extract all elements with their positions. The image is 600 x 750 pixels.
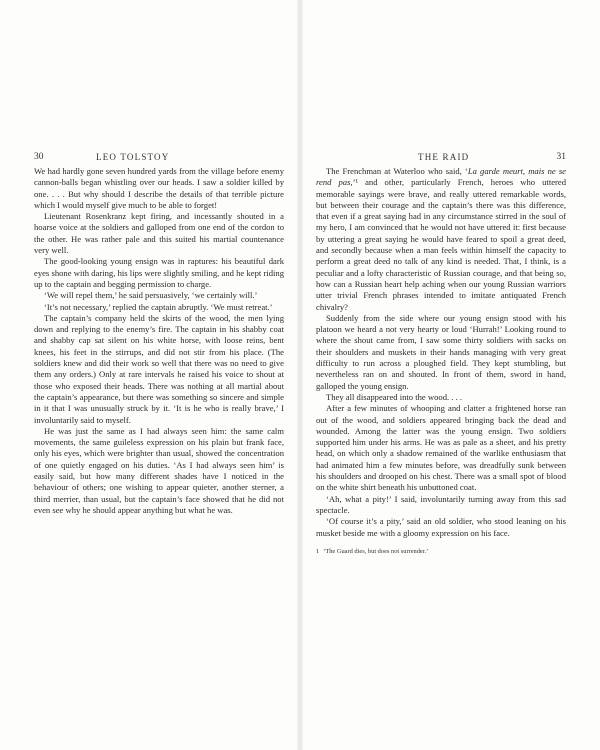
paragraph: ‘We will repel them,’ he said persuasively, ‘we certainly will.’: [44, 290, 258, 301]
paragraph: We had hardly gone seven hundred yards from the village before enemy cannon-balls began whistling over our heads. I saw a soldier killed by one. . . . But why should I describe the details of that terrible picture which I would myself give much to be able to forget!: [34, 166, 284, 210]
paragraph: ‘It’s not necessary,’ replied the captain abruptly. ‘We must retreat.’: [44, 301, 273, 312]
book-gutter: [297, 0, 303, 750]
paragraph-text: ,’¹ and other, particularly French, heroes who uttered memorable sayings were brave, and really uttered remarkable words, but between their courage and the captain’s there was this difference, that even if a great saying had in any circumstance stirred in the soul of my hero, I am convinced that he would not have uttered it: first because by uttering a great saying he would have feared to spoil a great deed, and secondly because when a man feels within himself the capacity to perform a great deed no talk of any kind is needed. That, I think, is a peculiar and a lofty characteristic of Russian courage, and that being so, how can a Russian heart help aching when our young Russian warriors utter trivial French phrases intended to imitate antiquated French chivalry?: [316, 177, 566, 312]
paragraph: Lieutenant Rosenkranz kept firing, and incessantly shouted in a hoarse voice at the soldiers and galloped from one end of the cordon to the other. He was rather pale and this suited his martial countenance very well.: [34, 211, 284, 256]
right-body-text: [316, 166, 566, 556]
running-head-title: LEO TOLSTOY: [96, 152, 170, 162]
left-body-text: [34, 166, 284, 516]
paragraph: He was just the same as I had always seen him: the same calm movements, the same guileless expression on his plain but frank face, only his eyes, which were brighter than usual, showed the concentration of one quietly engaged on his duties. ‘As I had always seen him’ is easily said, but how many different shades have I noticed in the behaviour of others; one wishing to appear quieter, another sterner, a third merrier, than usual, but the captain’s face showed that he did not even see why he should appear anything but what he was.: [34, 425, 284, 515]
paragraph: ‘Of course it’s a pity,’ said an old soldier, who stood leaning on his musket beside me with a gloomy expression on his face.: [316, 516, 566, 538]
paragraph: They all disappeared into the wood. . . .: [326, 391, 463, 402]
french-quote: La garde meurt, mais ne se rend pas: [316, 166, 566, 188]
paragraph-text: The Frenchman at Waterloo who said, ‘: [326, 166, 468, 176]
paragraph: After a few minutes of whooping and clatter a frightened horse ran out of the wood, and soldiers appeared bringing back the dead and wounded. Among the latter was the young ensign. Two soldiers supported him under his arms. He was as pale as a sheet, and his pretty head, on which only a shadow remained of the warlike enthusiasm that had animated him a few minutes before, was dreadfully sunk between his shoulders and drooped on his chest. There was a small spot of blood on the white shirt beneath his unbuttoned coat.: [316, 403, 566, 493]
footnote-spacer: [316, 539, 566, 548]
paragraph: Suddenly from the side where our young ensign stood with his platoon we heard a not very hearty or loud ‘Hurrah!’ Looking round to where the shout came from, I saw some thirty soldiers with sacks on their shoulders and muskets in their hands managing with very great difficulty to run across a ploughed field. They kept stumbling, but nevertheless ran on and shouted. In front of them, sword in hand, galloped the young ensign.: [316, 312, 566, 391]
footnote: [316, 548, 566, 556]
paragraph: The captain’s company held the skirts of the wood, the men lying down and replying to the enemy’s fire. The captain in his shabby coat and shabby cap sat silent on his white horse, with loose reins, bent knees, his feet in the stirrups, and did not stir from his place. (The soldiers knew and did their work so well that there was no need to give them any orders.) Only at rare intervals he raised his voice to shout at those who exposed their heads. There was nothing at all martial about the captain’s appearance, but there was something so sincere and simple in it that I was unusually struck by it. ‘It is he who is really brave,’ I involuntarily said to myself.: [34, 312, 284, 425]
running-head-title: THE RAID: [418, 152, 470, 162]
left-running-head: [34, 152, 284, 166]
paragraph: ‘Ah, what a pity!’ I said, involuntarily turning away from this sad spectacle.: [316, 493, 566, 515]
right-page: [316, 152, 566, 556]
page-number: 31: [556, 152, 566, 162]
paragraph-waterloo: [316, 166, 566, 313]
footnote-mark: 1: [316, 547, 320, 555]
footnote-text: ‘The Guard dies, but does not surrender.’: [323, 547, 429, 555]
left-page: [34, 152, 284, 516]
right-running-head: [316, 152, 566, 166]
paragraph: The good-looking young ensign was in raptures: his beautiful dark eyes shone with daring, his lips were slightly smiling, and he kept riding up to the captain and begging permission to charge.: [34, 256, 284, 289]
page-number: 30: [34, 152, 44, 162]
